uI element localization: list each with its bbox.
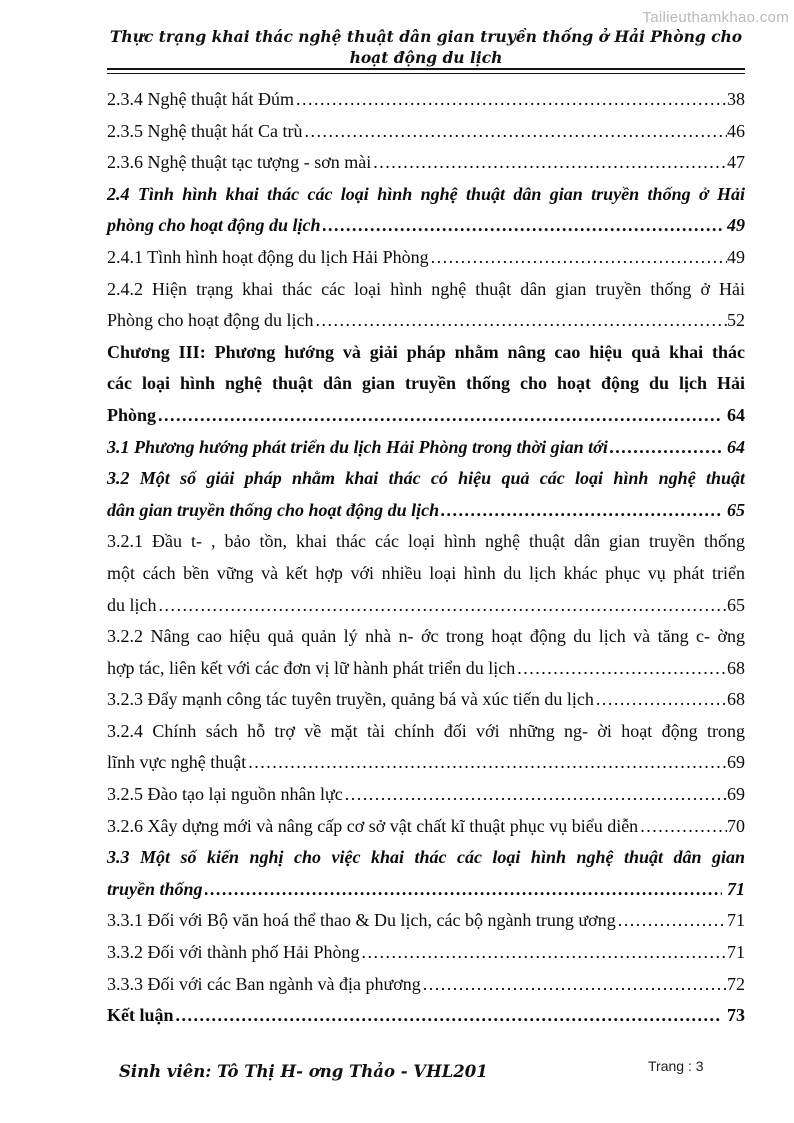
page-number: 71 (727, 910, 745, 931)
dot-leader (596, 684, 727, 716)
page-number: 65 (727, 499, 745, 520)
dot-leader (304, 116, 727, 148)
page-number: 68 (727, 657, 745, 678)
toc-entry-2-3-6 (107, 147, 745, 179)
entry-text: 3.3.3 Đối với các Ban ngành và địa phương (107, 973, 421, 994)
page-number: 52 (727, 310, 745, 331)
entry-text: 2.3.6 Nghệ thuật tạc tượng - sơn mài (107, 152, 372, 173)
entry-line: Chương III: Phương hướng và giải pháp nhằm nâng cao hiệu quả khai thác (107, 341, 745, 362)
entry-text: 2.3.4 Nghệ thuật hát Đúm (107, 89, 294, 109)
entry-line: 3.2 Một số giải pháp nhằm khai thác có hiệu quả các loại hình nghệ thuật (107, 468, 745, 489)
toc-entry-3-2-6 (107, 811, 745, 843)
toc-entry-3-3 (107, 842, 745, 905)
entry-text: Phòng cho hoạt động du lịch (107, 310, 314, 331)
page-number: 49 (727, 246, 745, 267)
entry-text: 3.2.6 Xây dựng mới và nâng cấp cơ sở vật chất kĩ thuật phục vụ biểu diễn (107, 815, 639, 836)
entry-text: Phòng (107, 404, 157, 425)
entry-text: 3.3.2 Đối với thành phố Hải Phòng (107, 942, 360, 963)
toc-entry-3-3-3 (107, 969, 745, 1001)
toc-entry-2-4-2 (107, 274, 745, 337)
page-number: 64 (727, 404, 745, 425)
entry-line: một cách bền vững và kết hợp với nhiều loại hình du lịch khác phục vụ phát triển (107, 562, 745, 583)
footer-page-indicator: Trang : 3 (648, 1058, 704, 1074)
entry-line: 3.3 Một số kiến nghị cho việc khai thác các loại hình nghệ thuật dân gian (107, 847, 745, 868)
entry-text: 3.3.1 Đối với Bộ văn hoá thể thao & Du lịch, các bộ ngành trung ương (107, 910, 616, 931)
dot-leader (362, 937, 727, 969)
entry-text: 3.2.5 Đào tạo lại nguồn nhân lực (107, 784, 343, 805)
toc-entry-3-2-3 (107, 684, 745, 716)
entry-text: 3.2.3 Đẩy mạnh công tác tuyên truyền, quảng bá và xúc tiến du lịch (107, 689, 594, 710)
toc-entry-3-3-1 (107, 905, 745, 937)
entry-line: 3.2.1 Đầu t- , bảo tồn, khai thác các loại hình nghệ thuật dân gian truyền thống (107, 531, 745, 552)
dot-leader (373, 147, 727, 179)
running-header-line1: Thực trạng khai thác nghệ thuật dân gian truyền thống ở Hải Phòng cho (109, 27, 743, 46)
dot-leader (248, 747, 727, 779)
toc-entry-3-2-5 (107, 779, 745, 811)
watermark-site-name: Tailieuthamkhao.com (642, 9, 789, 26)
toc-entry-2-4-1 (107, 242, 745, 274)
entry-text: hợp tác, liên kết với các đơn vị lữ hành phát triển du lịch (107, 657, 516, 678)
dot-leader (441, 495, 722, 527)
dot-leader (296, 84, 727, 116)
page-number: 49 (727, 215, 745, 236)
running-header (107, 26, 745, 68)
dot-leader (618, 905, 727, 937)
entry-text: lĩnh vực nghệ thuật (107, 752, 247, 773)
entry-line: 3.2.4 Chính sách hỗ trợ về mặt tài chính đối với những ng- ời hoạt động trong (107, 720, 745, 741)
dot-leader (315, 305, 727, 337)
toc-entry-2-3-5 (107, 116, 745, 148)
toc-entry-2-4 (107, 179, 745, 242)
dot-leader (431, 242, 727, 274)
header-divider-rule (107, 68, 745, 74)
toc-entry-3-2-1 (107, 526, 745, 621)
dot-leader (610, 432, 722, 464)
toc-entry-3-1 (107, 432, 745, 464)
dot-leader (640, 811, 727, 843)
dot-leader (159, 590, 728, 622)
entry-line: các loại hình nghệ thuật dân gian truyền thống cho hoạt động du lịch Hải (107, 373, 745, 394)
entry-text: phòng cho hoạt động du lịch (107, 215, 321, 236)
toc-entry-3-2-2 (107, 621, 745, 684)
footer-student-name: Sinh viên: Tô Thị H- ơng Thảo - VHL201 (119, 1062, 488, 1081)
dot-leader (205, 874, 722, 906)
dot-leader (158, 400, 722, 432)
running-header-line2: hoạt động du lịch (349, 48, 503, 67)
toc-entry-2-3-4 (107, 84, 745, 116)
table-of-contents (107, 84, 745, 1032)
page-number: 71 (727, 878, 745, 899)
entry-text: dân gian truyền thống cho hoạt động du lịch (107, 499, 440, 520)
entry-line: 3.2.2 Nâng cao hiệu quả quản lý nhà n- ớc trong hoạt động du lịch và tăng c- ờng (107, 626, 745, 647)
page-number: 38 (727, 89, 745, 109)
toc-entry-chuong-3 (107, 337, 745, 432)
page-number: 46 (727, 120, 745, 141)
page-number: 70 (727, 815, 745, 836)
entry-text: 3.1 Phương hướng phát triển du lịch Hải Phòng trong thời gian tới (107, 436, 608, 457)
page-number: 64 (727, 436, 745, 457)
dot-leader (345, 779, 727, 811)
toc-entry-ket-luan (107, 1000, 745, 1032)
page-number: 47 (727, 152, 745, 173)
entry-text: Kết luận (107, 1005, 174, 1026)
entry-text: 2.3.5 Nghệ thuật hát Ca trù (107, 120, 303, 141)
dot-leader (517, 653, 727, 685)
dot-leader (323, 210, 722, 242)
dot-leader (176, 1000, 722, 1032)
page-number: 68 (727, 689, 745, 710)
entry-line: 2.4.2 Hiện trạng khai thác các loại hình nghệ thuật dân gian truyền thống ở Hải (107, 278, 745, 299)
entry-text: truyền thống (107, 878, 203, 899)
page-number: 71 (727, 942, 745, 963)
page-number: 73 (727, 1005, 745, 1026)
dot-leader (423, 969, 727, 1001)
toc-entry-3-3-2 (107, 937, 745, 969)
page-number: 72 (727, 973, 745, 994)
entry-text: 2.4.1 Tình hình hoạt động du lịch Hải Phòng (107, 246, 429, 267)
page-number: 65 (727, 594, 745, 615)
entry-text: du lịch (107, 594, 157, 615)
page-number: 69 (727, 784, 745, 805)
toc-entry-3-2 (107, 463, 745, 526)
page-number: 69 (727, 752, 745, 773)
toc-entry-3-2-4 (107, 716, 745, 779)
entry-line: 2.4 Tình hình khai thác các loại hình nghệ thuật dân gian truyền thống ở Hải (107, 183, 745, 204)
